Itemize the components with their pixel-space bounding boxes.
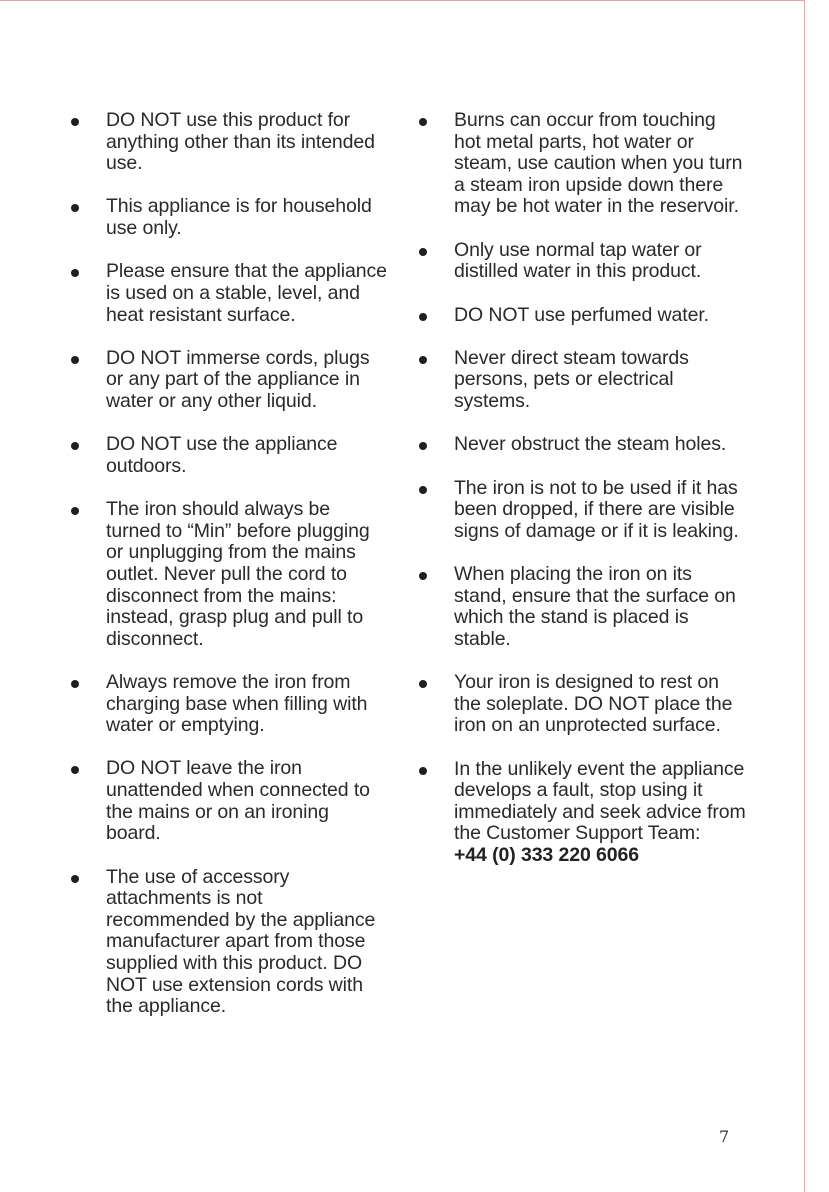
bullet-icon (71, 766, 79, 774)
bullet-icon (71, 875, 79, 883)
list-item (416, 305, 746, 327)
item-text: Never direct steam towards persons, pets or electrical systems. (454, 346, 689, 412)
item-text: DO NOT use the appliance outdoors. (106, 433, 338, 477)
list-item (416, 478, 746, 543)
bullet-icon (419, 680, 427, 688)
list-item (68, 196, 388, 239)
list-item (68, 758, 388, 844)
left-column-list (68, 110, 388, 1039)
item-text: When placing the iron on its stand, ensure that the surface on which the stand is placed is stable. (454, 563, 736, 650)
list-item (416, 240, 746, 283)
list-item (68, 499, 388, 650)
bullet-icon (419, 442, 427, 450)
bullet-icon (419, 248, 427, 256)
item-text: This appliance is for household use only. (106, 195, 372, 240)
list-item (416, 759, 746, 867)
list-item (68, 261, 388, 326)
list-item (68, 348, 388, 413)
item-text: The use of accessory attachments is not recommended by the appliance manufacturer apart from those supplied with this product. DO NOT use extension cords with the appliance. (106, 865, 376, 1018)
list-item (416, 348, 746, 413)
bullet-icon (419, 767, 427, 775)
item-text: Your iron is designed to rest on the soleplate. DO NOT place the iron on an unprotected surface. (454, 671, 733, 737)
bullet-icon (419, 572, 427, 580)
bullet-icon (71, 356, 79, 364)
item-text: Burns can occur from touching hot metal parts, hot water or steam, use caution when you turn a steam iron upside down there may be hot water in the reservoir. (454, 109, 743, 218)
bullet-icon (419, 356, 427, 364)
bullet-icon (71, 442, 79, 450)
bullet-icon (71, 118, 79, 126)
item-text: Never obstruct the steam holes. (454, 433, 727, 456)
page-number: 7 (719, 1127, 730, 1146)
item-text: Only use normal tap water or distilled water in this product. (454, 238, 702, 283)
item-text: The iron is not to be used if it has been dropped, if there are visible signs of damage or if it is leaking. (454, 476, 739, 542)
item-text: Always remove the iron from charging base when filling with water or emptying. (106, 671, 368, 737)
list-item (416, 110, 746, 218)
item-text: DO NOT leave the iron unattended when connected to the mains or on an ironing board. (106, 757, 370, 845)
item-text: DO NOT use perfumed water. (454, 303, 709, 326)
list-item (416, 672, 746, 737)
bullet-icon (419, 118, 427, 126)
item-text: Please ensure that the appliance is used on a stable, level, and heat resistant surface. (106, 260, 387, 326)
bullet-icon (71, 269, 79, 277)
item-text: In the unlikely event the appliance develops a fault, stop using it immediately and seek advice from the Customer Support Team: (454, 757, 746, 845)
item-text: DO NOT use this product for anything other than its intended use. (106, 109, 375, 175)
bullet-icon (71, 680, 79, 688)
list-item (416, 564, 746, 650)
item-text: DO NOT immerse cords, plugs or any part of the appliance in water or any other liquid. (106, 346, 370, 412)
list-item (416, 434, 746, 456)
list-item (68, 672, 388, 737)
bullet-icon (71, 507, 79, 515)
support-phone-number: +44 (0) 333 220 6066 (454, 843, 640, 866)
bullet-icon (419, 486, 427, 494)
item-text: The iron should always be turned to “Min” before plugging or unplugging from the mains outlet. Never pull the cord to disconnect from the mains: instead, grasp plug and pull to disconnect. (106, 498, 370, 650)
list-item (68, 110, 388, 175)
list-item (68, 434, 388, 477)
right-column-list (416, 110, 746, 888)
list-item (68, 867, 388, 1018)
bullet-icon (71, 204, 79, 212)
bullet-icon (419, 313, 427, 321)
